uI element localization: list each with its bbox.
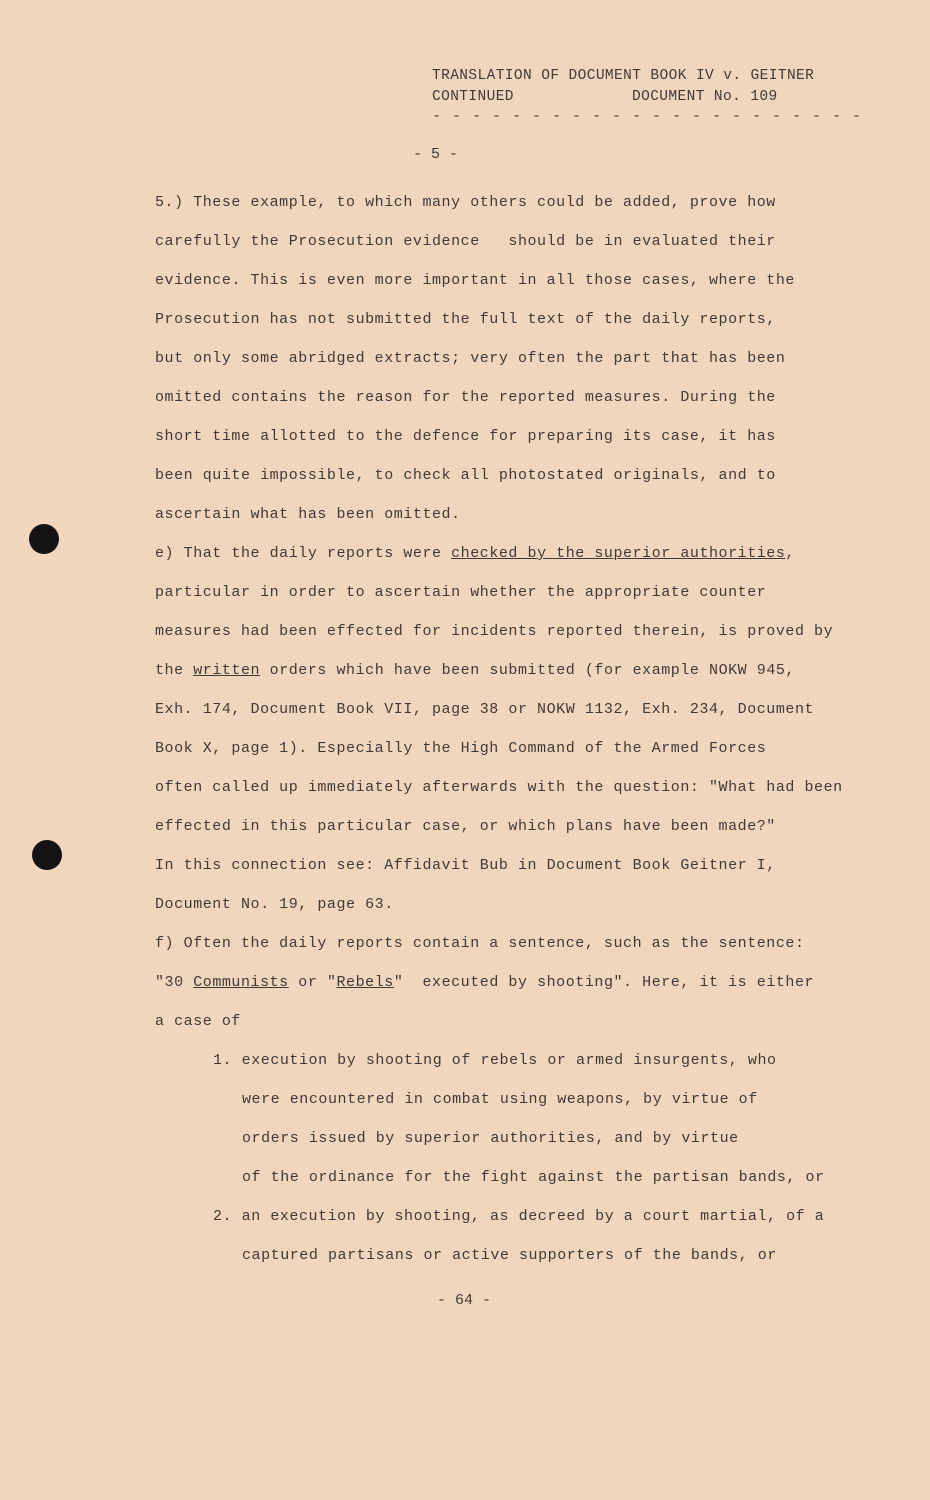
text-line: evidence. This is even more important in all those cases, where the: [155, 272, 795, 289]
list-number: 2.: [213, 1208, 233, 1225]
section-page-number: - 5 -: [413, 146, 459, 163]
text-fragment: orders which have been submitted (for example NOKW 945,: [260, 662, 795, 679]
text-fragment: ,: [785, 545, 795, 562]
text-line: 5.) These example, to which many others could be added, prove how: [155, 194, 776, 211]
text-fragment: "30: [155, 974, 194, 991]
text-line: Document No. 19, page 63.: [155, 896, 394, 913]
text-line: but only some abridged extracts; very often the part that has been: [155, 350, 786, 367]
text-line: omitted contains the reason for the reported measures. During the: [155, 389, 776, 406]
underlined-text: Rebels: [336, 974, 394, 991]
text-fragment: e) That the daily reports were: [155, 545, 452, 562]
text-fragment: the: [155, 662, 194, 679]
text-line: particular in order to ascertain whether the appropriate counter: [155, 584, 767, 601]
list-text: an execution by shooting, as decreed by a court martial, of a: [241, 1208, 825, 1225]
text-line: [155, 534, 855, 573]
text-line: often called up immediately afterwards with the question: "What had been: [155, 779, 843, 796]
header-rule: - - - - - - - - - - - - - - - - - - - - - -: [432, 108, 863, 125]
document-header: [432, 66, 852, 108]
punch-hole: [29, 524, 59, 554]
text-line: [155, 963, 855, 1002]
text-line: [155, 651, 855, 690]
text-line: ascertain what has been omitted.: [155, 506, 461, 523]
body-text: [155, 183, 855, 1275]
list-text: execution by shooting of rebels or armed insurgents, who: [241, 1052, 777, 1069]
text-line: Book X, page 1). Especially the High Command of the Armed Forces: [155, 740, 767, 757]
underlined-text: checked by the superior authorities: [451, 545, 786, 562]
text-line: of the ordinance for the fight against the partisan bands, or: [242, 1169, 825, 1186]
page-number: - 64 -: [437, 1292, 492, 1309]
punch-hole: [32, 840, 62, 870]
text-line: Prosecution has not submitted the full text of the daily reports,: [155, 311, 776, 328]
text-fragment: " executed by shooting". Here, it is either: [393, 974, 815, 991]
underlined-text: Communists: [193, 974, 289, 991]
text-line: In this connection see: Affidavit Bub in Document Book Geitner I,: [155, 857, 776, 874]
text-line: been quite impossible, to check all photostated originals, and to: [155, 467, 776, 484]
text-line: Exh. 174, Document Book VII, page 38 or NOKW 1132, Exh. 234, Document: [155, 701, 815, 718]
text-line: were encountered in combat using weapons, by virtue of: [242, 1091, 758, 1108]
list-item: [155, 1041, 855, 1080]
text-line: effected in this particular case, or which plans have been made?": [155, 818, 776, 835]
text-line: f) Often the daily reports contain a sentence, such as the sentence:: [155, 935, 805, 952]
header-title: TRANSLATION OF DOCUMENT BOOK IV v. GEITNER: [432, 68, 815, 84]
text-line: captured partisans or active supporters of the bands, or: [242, 1247, 777, 1264]
list-number: 1.: [213, 1052, 233, 1069]
header-doc-number: DOCUMENT No. 109: [632, 89, 778, 105]
text-line: a case of: [155, 1013, 241, 1030]
text-line: orders issued by superior authorities, and by virtue: [242, 1130, 739, 1147]
text-line: short time allotted to the defence for preparing its case, it has: [155, 428, 776, 445]
text-fragment: or ": [288, 974, 337, 991]
text-line: carefully the Prosecution evidence should be in evaluated their: [155, 233, 776, 250]
header-continued: CONTINUED: [432, 89, 514, 105]
list-item: [155, 1197, 855, 1236]
underlined-text: written: [193, 662, 261, 679]
text-line: measures had been effected for incidents reported therein, is proved by: [155, 623, 834, 640]
